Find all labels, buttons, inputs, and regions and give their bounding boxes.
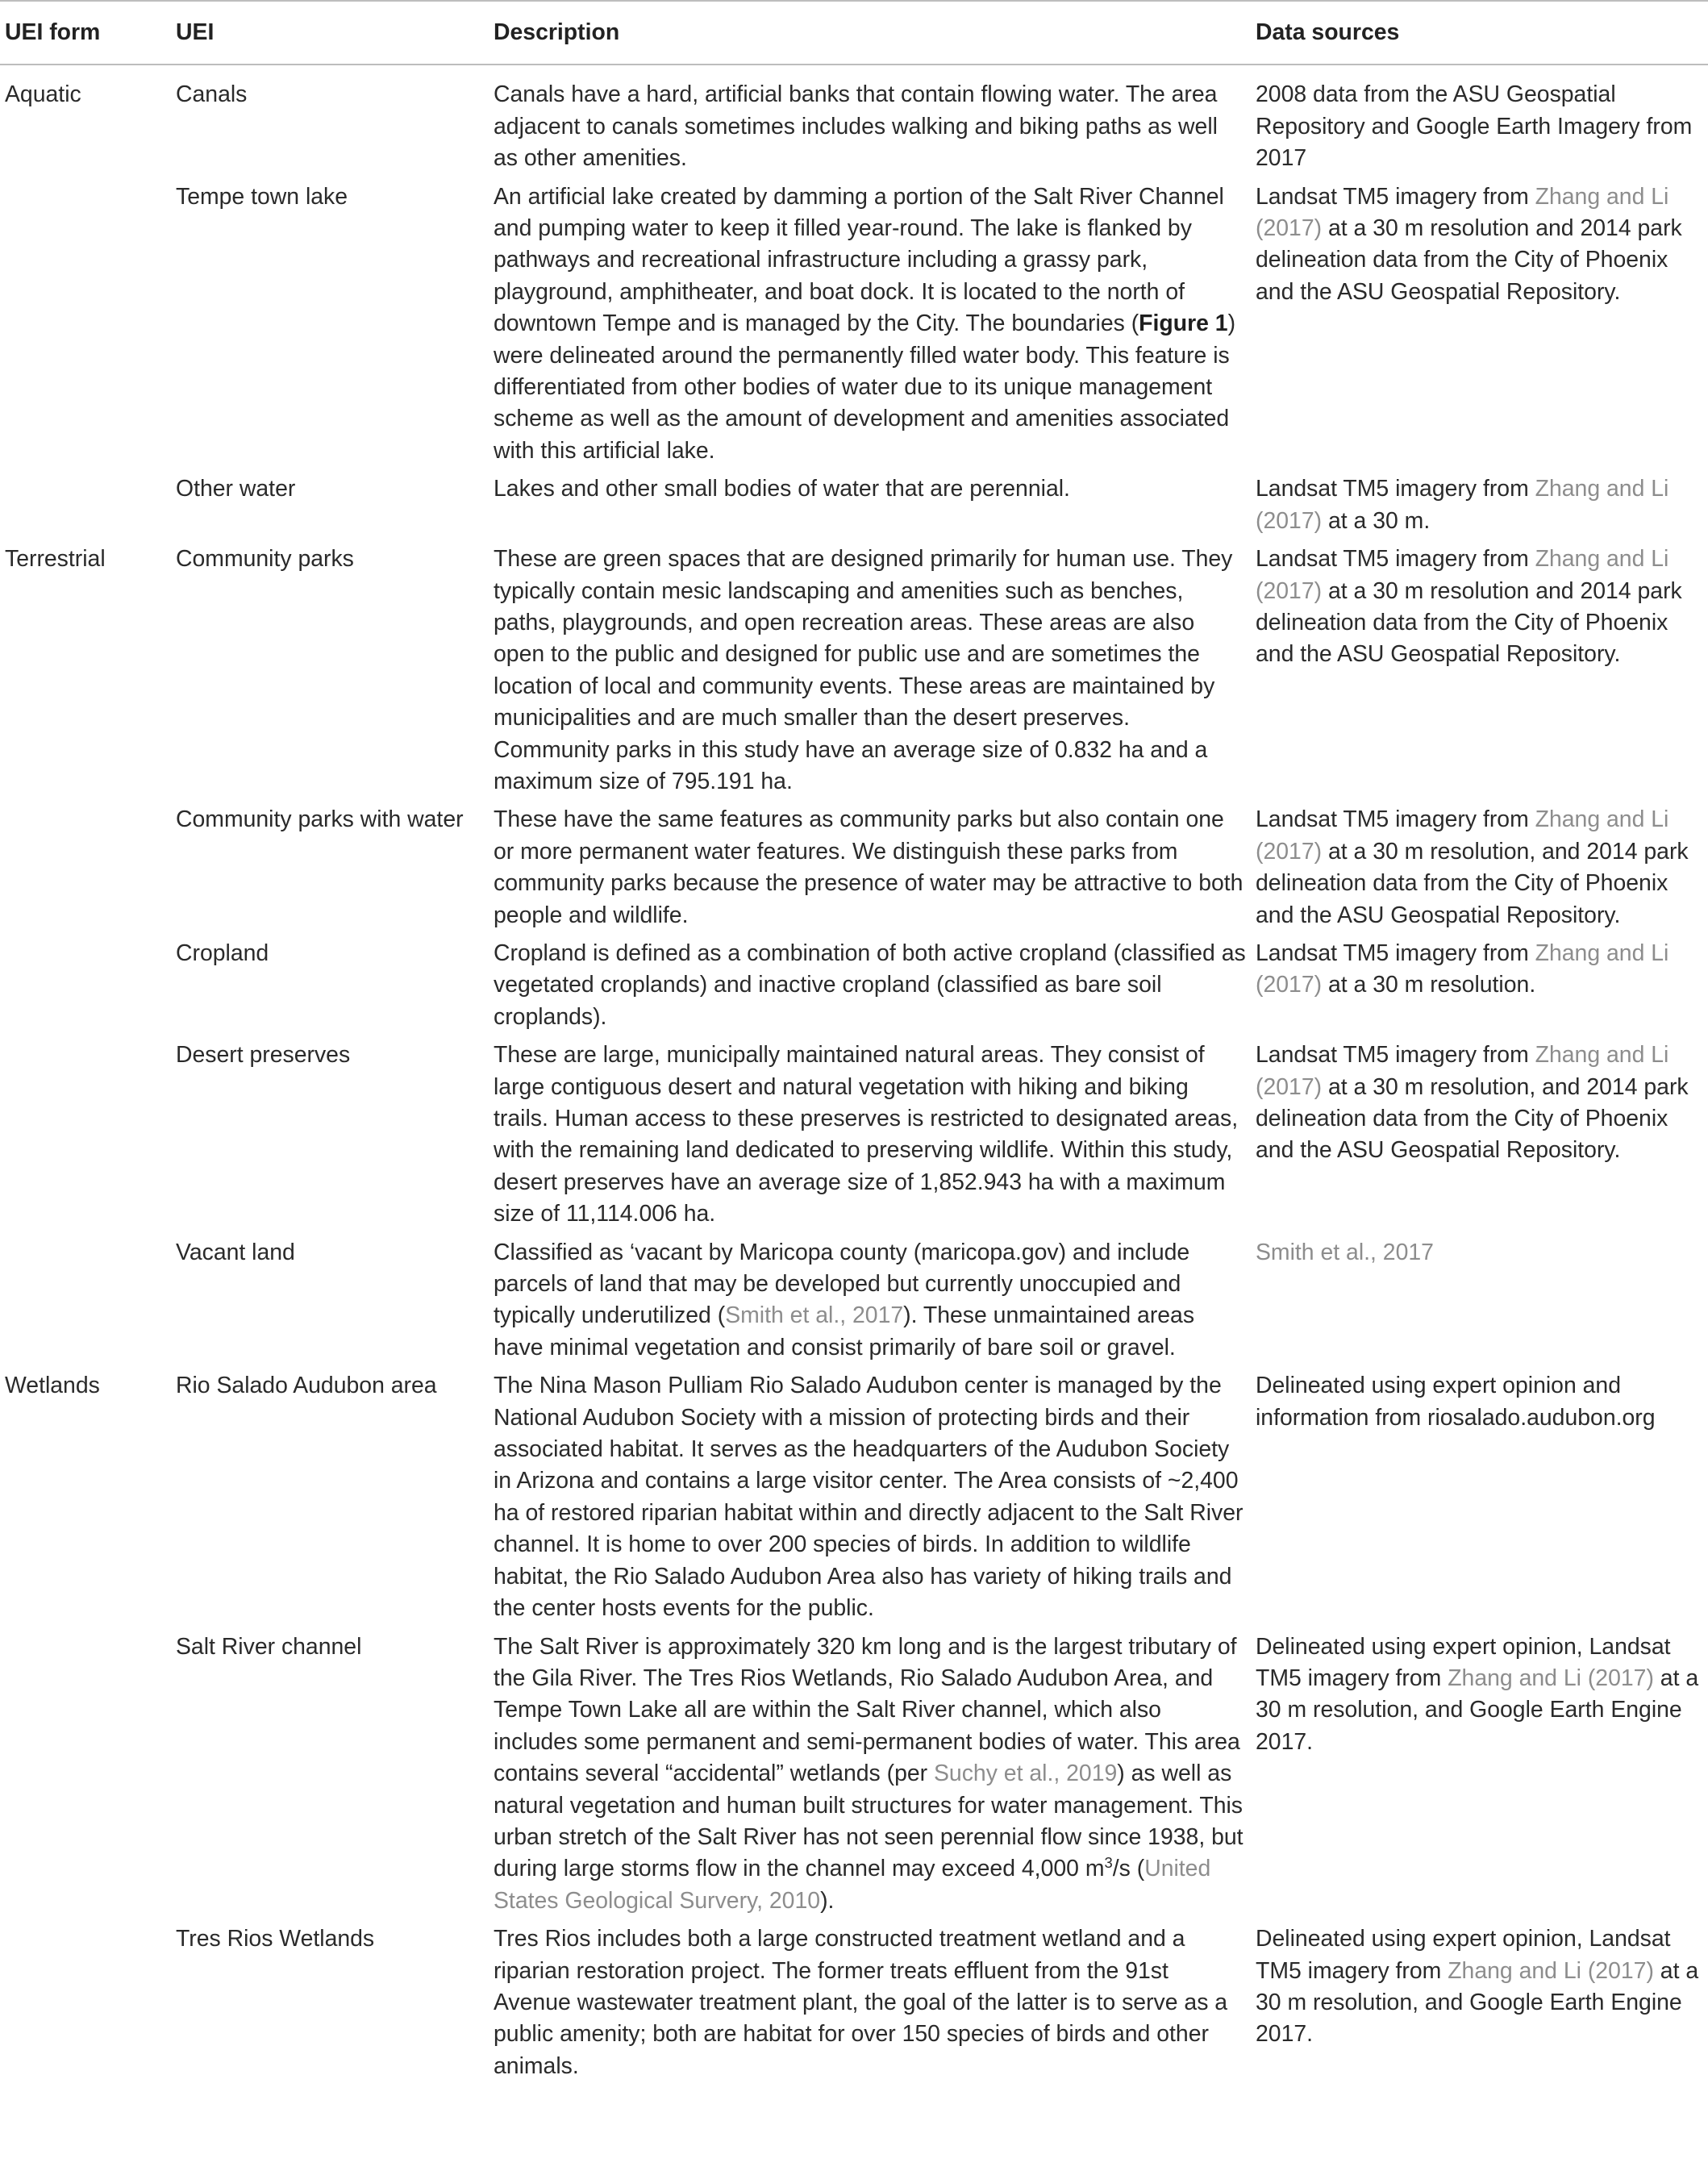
uei-cell: Salt River channel: [176, 1633, 362, 1660]
description-cell: The Nina Mason Pulliam Rio Salado Audubon center is managed by the National Audubon Society with a mission of protecting birds and their associated habitat. It serves as the headquarters of the Audubon Society in Arizona and contains a large visitor center. The Area consists of ~2,400 ha of restored riparian habitat within and directly adjacent to the Salt River channel. It is home to over 200 species of birds. In addition to wildlife habitat, the Rio Salado Audubon Area also has variety of hiking trails and the center hosts events for the public.: [494, 1373, 1244, 1622]
uei-form-cell: [0, 936, 176, 1038]
uei-form-cell: Wetlands: [5, 1373, 100, 1399]
citation-link[interactable]: Zhang and Li (2017): [1256, 476, 1669, 534]
uei-form-cell: [0, 472, 176, 542]
table-row: [0, 802, 1708, 936]
table-row: [0, 1038, 1708, 1235]
table-row: [0, 1922, 1708, 2087]
citation-link[interactable]: Zhang and Li (2017): [1448, 1665, 1654, 1691]
uei-form-cell: [0, 1236, 176, 1369]
superscript: 3: [1104, 1854, 1113, 1872]
data-sources-cell: Delineated using expert opinion and information from riosalado.audubon.org: [1256, 1373, 1656, 1431]
description-cell: Cropland is defined as a combination of both active cropland (classified as vegetated croplands) and inactive cropland (classified as bare soil croplands).: [494, 940, 1246, 1030]
data-sources-cell: Landsat TM5 imagery from Zhang and Li (2017) at a 30 m resolution and 2014 park delineation data from the City of Phoenix and the ASU Geospatial Repository.: [1256, 183, 1682, 305]
description-cell: These are large, municipally maintained natural areas. They consist of large contiguous desert and natural vegetation with hiking and biking trails. Human access to these preserves is restricted to designated areas, with the remaining land dedicated to preserving wildlife. Within this study, desert preserves have an average size of 1,852.943 ha with a maximum size of 11,114.006 ha.: [494, 1042, 1239, 1227]
header-uei: UEI: [176, 1, 494, 65]
figure-link[interactable]: Figure 1: [1139, 310, 1228, 337]
uei-cell: Community parks: [176, 546, 354, 573]
description-cell: These are green spaces that are designed primarily for human use. They typically contain mesic landscaping and amenities such as benches, paths, playgrounds, and open recreation areas. These areas are also open to the public and designed for public use and are sometimes the location of local and community events. These areas are maintained by municipalities and are much smaller than the desert preserves. Community parks in this study have an average size of 0.832 ha and a maximum size of 795.191 ha.: [494, 546, 1233, 794]
uei-form-cell: [0, 1038, 176, 1235]
table-row: [0, 542, 1708, 802]
citation-link[interactable]: Zhang and Li (2017): [1256, 183, 1669, 242]
header-uei-form: UEI form: [0, 1, 176, 65]
table-row: [0, 936, 1708, 1038]
uei-cell: Cropland: [176, 940, 269, 966]
citation-link[interactable]: United States Geological Survery, 2010: [494, 1856, 1211, 1914]
data-sources-cell: 2008 data from the ASU Geospatial Repository and Google Earth Imagery from 2017: [1256, 81, 1693, 172]
uei-cell: Other water: [176, 476, 296, 502]
description-cell: Classified as ‘vacant by Maricopa county (maricopa.gov) and include parcels of land that may be developed but currently unoccupied and typically underutilized (Smith et al., 2017). These unmaintained areas have minimal vegetation and consist primarily of bare soil or gravel.: [494, 1239, 1195, 1361]
description-cell: The Salt River is approximately 320 km long and is the largest tributary of the Gila River. The Tres Rios Wetlands, Rio Salado Audubon Area, and Tempe Town Lake all are within the Salt River channel, which also includes some permanent and semi-permanent bodies of water. This area contains several “accidental” wetlands (per Suchy et al., 2019) as well as natural vegetation and human built structures for water management. This urban stretch of the Salt River has not seen perennial flow since 1938, but during large storms flow in the channel may exceed 4,000 $m^3/s$ (United States Geological Survery, 2010).: [494, 1633, 1244, 1914]
uei-cell: Desert preserves: [176, 1042, 351, 1069]
data-sources-cell: Landsat TM5 imagery from Zhang and Li (2017) at a 30 m resolution, and 2014 park delineation data from the City of Phoenix and the ASU Geospatial Repository.: [1256, 806, 1689, 928]
description-cell: An artificial lake created by damming a portion of the Salt River Channel and pumping water to keep it filled year-round. The lake is flanked by pathways and recreational infrastructure including a grassy park, playground, amphitheater, and boat dock. It is located to the north of downtown Tempe and is managed by the City. The boundaries (Figure 1) were delineated around the permanently filled water body. This feature is differentiated from other bodies of water due to its unique management scheme as well as the amount of development and amenities associated with this artificial lake.: [494, 183, 1236, 464]
table-row: [0, 1236, 1708, 1369]
description-cell: Canals have a hard, artificial banks that contain flowing water. The area adjacent to canals sometimes includes walking and biking paths as well as other amenities.: [494, 81, 1218, 172]
uei-cell: Tres Rios Wetlands: [176, 1926, 375, 1952]
header-row: [0, 1, 1708, 65]
uei-form-cell: [0, 1630, 176, 1923]
uei-form-cell: Aquatic: [5, 81, 81, 108]
data-sources-cell: Delineated using expert opinion, Landsat TM5 imagery from Zhang and Li (2017) at a 30 m resolution, and Google Earth Engine 2017.: [1256, 1633, 1699, 1755]
uei-cell: Vacant land: [176, 1239, 295, 1265]
citation-link[interactable]: Zhang and Li (2017): [1448, 1957, 1654, 1984]
table-row: [0, 1369, 1708, 1629]
description-cell: Lakes and other small bodies of water that are perennial.: [494, 476, 1070, 502]
table-row: [0, 180, 1708, 473]
table-row: [0, 65, 1708, 179]
uei-cell: Tempe town lake: [176, 183, 348, 210]
table-row: [0, 472, 1708, 542]
data-sources-cell: Landsat TM5 imagery from Zhang and Li (2017) at a 30 m resolution, and 2014 park delineation data from the City of Phoenix and the ASU Geospatial Repository.: [1256, 1042, 1689, 1164]
uei-form-cell: [0, 180, 176, 473]
citation-link[interactable]: Zhang and Li (2017): [1256, 546, 1669, 604]
uei-cell: Rio Salado Audubon area: [176, 1373, 437, 1399]
data-sources-cell: Delineated using expert opinion, Landsat TM5 imagery from Zhang and Li (2017) at a 30 m resolution, and Google Earth Engine 2017.: [1256, 1926, 1699, 2048]
uei-form-cell: [0, 1922, 176, 2087]
citation-link[interactable]: Smith et al., 2017: [1256, 1239, 1434, 1265]
uei-cell: Canals: [176, 81, 248, 108]
uei-form-cell: Terrestrial: [5, 546, 106, 573]
table-row: [0, 1630, 1708, 1923]
header-data-sources: Data sources: [1256, 1, 1708, 65]
description-cell: Tres Rios includes both a large constructed treatment wetland and a riparian restoration project. The former treats effluent from the 91st Avenue wastewater treatment plant, the goal of the latter is to serve as a public amenity; both are habitat for over 150 species of birds and other animals.: [494, 1926, 1228, 2079]
uei-cell: Community parks with water: [176, 806, 464, 833]
data-sources-cell: [1256, 1236, 1708, 1369]
citation-link[interactable]: Zhang and Li (2017): [1256, 1042, 1669, 1100]
citation-link[interactable]: Zhang and Li (2017): [1256, 940, 1669, 998]
header-description: Description: [494, 1, 1256, 65]
citation-link[interactable]: Suchy et al., 2019: [934, 1761, 1118, 1787]
citation-link[interactable]: Smith et al., 2017: [725, 1302, 904, 1329]
description-cell: These have the same features as community parks but also contain one or more permanent water features. We distinguish these parks from community parks because the presence of water may be attractive to both people and wildlife.: [494, 806, 1244, 928]
uei-form-cell: [0, 802, 176, 936]
citation-link[interactable]: Zhang and Li (2017): [1256, 806, 1669, 865]
data-sources-cell: Landsat TM5 imagery from Zhang and Li (2017) at a 30 m resolution.: [1256, 940, 1669, 998]
data-sources-cell: Landsat TM5 imagery from Zhang and Li (2017) at a 30 m resolution and 2014 park delineation data from the City of Phoenix and the ASU Geospatial Repository.: [1256, 546, 1682, 668]
data-sources-cell: Landsat TM5 imagery from Zhang and Li (2017) at a 30 m.: [1256, 476, 1669, 534]
